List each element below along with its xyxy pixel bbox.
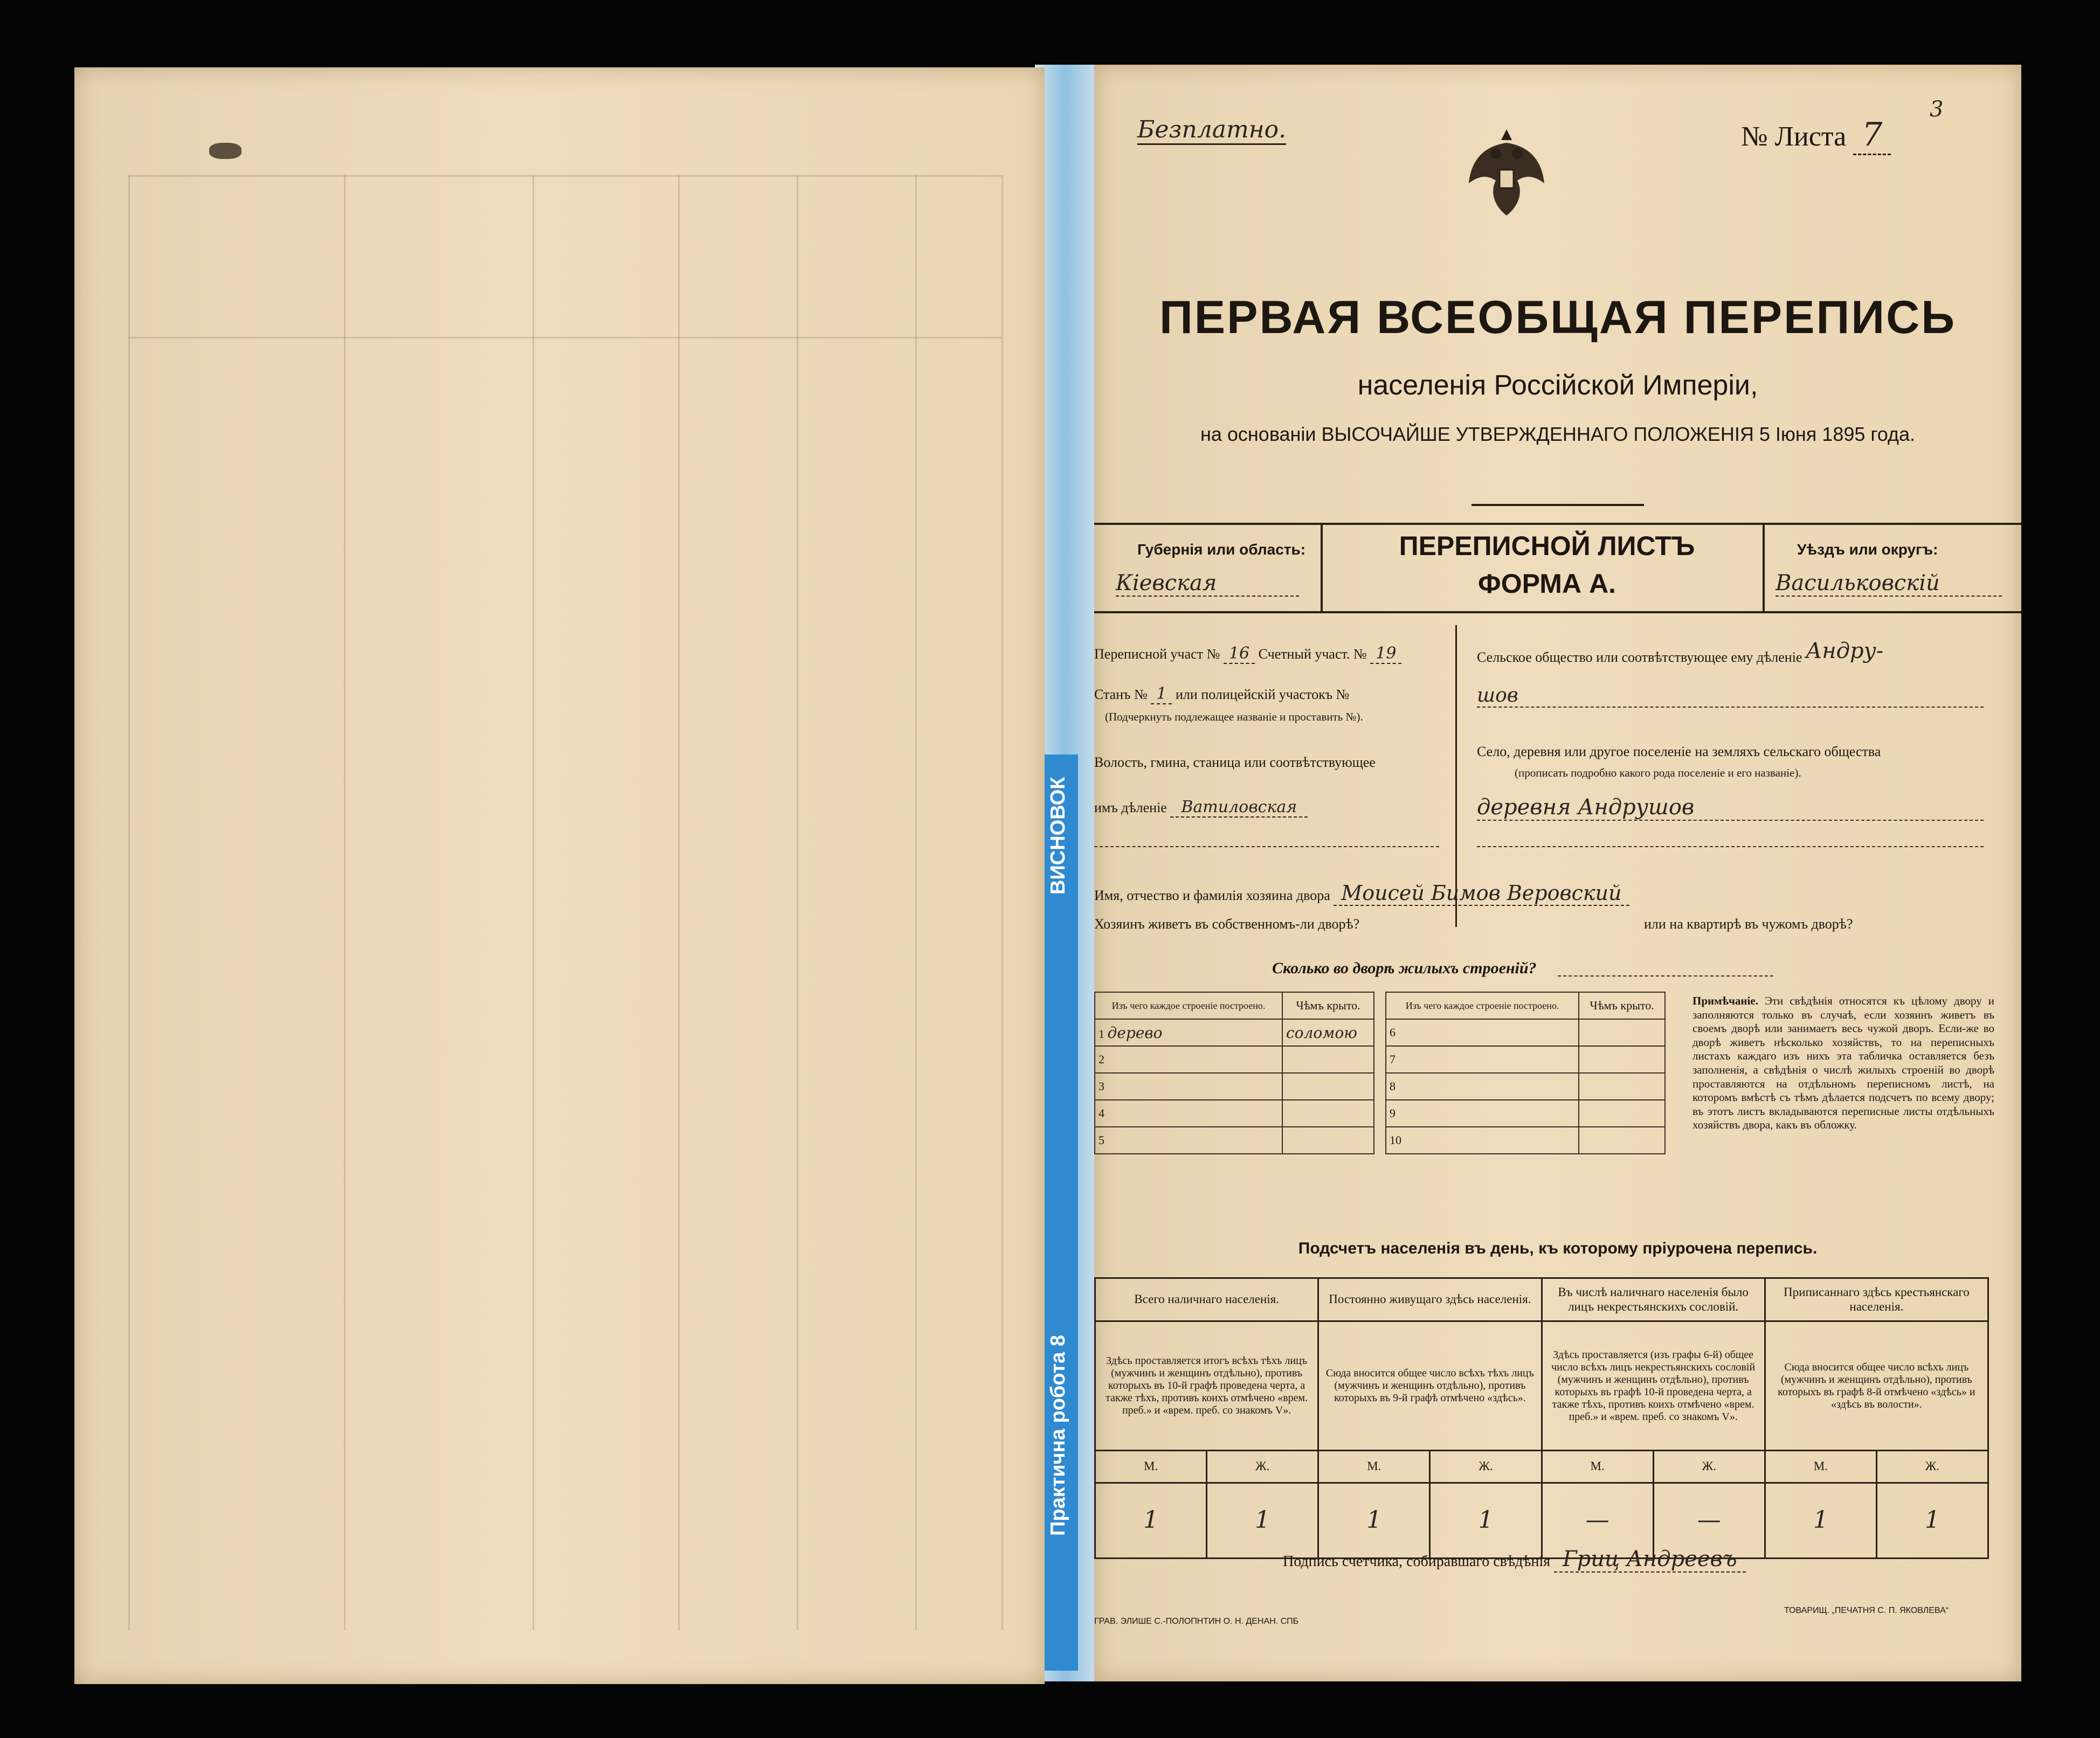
owner-field: [1094, 881, 1629, 905]
material-header: Изъ чего каждое строеніе построено.: [1095, 992, 1282, 1019]
district-cell: [1763, 525, 2023, 611]
count-permanent-male: 1: [1318, 1483, 1430, 1559]
form-label: ФОРМА А.: [1478, 569, 1616, 599]
printer-imprint-left: ГРАВ. ЭЛИШЕ С.-ПОЛОПНТИН О. Н. ДЕНАН. СПБ: [1094, 1617, 1299, 1626]
buildings-answer-line: [1558, 975, 1773, 977]
male-header: М.: [1765, 1451, 1876, 1483]
roof-value: соломою: [1282, 1019, 1374, 1046]
male-header: М.: [1542, 1451, 1653, 1483]
stan-value: 1: [1151, 684, 1172, 704]
building-row: [1386, 1046, 1665, 1073]
province-label: Губернія или область:: [1137, 541, 1306, 558]
signature-label: Подпись счетчика, собиравшаго свѣдѣнія: [1283, 1553, 1551, 1570]
buildings-question: Сколько во дворѣ жилыхъ строеній?: [1272, 959, 1537, 977]
female-header: Ж.: [1430, 1451, 1542, 1483]
building-row: [1095, 1046, 1374, 1073]
settlement-note: (прописать подробно какого рода поселеніе и его названіе).: [1515, 766, 1801, 779]
imperial-eagle-icon: [1466, 124, 1547, 221]
form-main-title: ПЕРВАЯ ВСЕОБЩАЯ ПЕРЕПИСЬ: [1159, 292, 1957, 343]
material-value: дерево: [1107, 1023, 1163, 1042]
left-page: [74, 67, 1045, 1684]
roof-header: Чѣмъ крыто.: [1579, 992, 1665, 1019]
material-header: Изъ чего каждое строеніе построено.: [1386, 992, 1579, 1019]
row-number: 6: [1386, 1019, 1579, 1046]
note-text: Эти свѣдѣнія относятся къ цѣлому двору и заполняются только въ случаѣ, если хозяинъ живетъ въ своемъ дворѣ или занимаетъ весь чужой дворъ. Если-же во дворѣ живетъ нѣсколько хозяйствъ, то на переписныхъ листахъ каждаго изъ нихъ эта табличка оставляется безъ заполненія, а свѣдѣнія о числѣ жилыхъ строеній во дворѣ проставляются на отдѣльномъ переписномъ листѣ, на которомъ вмѣстѣ съ тѣмъ дѣлается подсчетъ по всему двору; въ этотъ листъ вкладываются переписные листы отдѣльныхъ хозяйствъ двора, какъ въ обложку.: [1693, 994, 1995, 1132]
count-permanent-female: 1: [1430, 1483, 1542, 1559]
ghost-grid-line: [1001, 175, 1003, 1630]
count-total-female: 1: [1207, 1483, 1318, 1559]
census-district-label: Переписной участ №: [1094, 646, 1220, 662]
count-head-peasant: Приписаннаго здѣсь крестьянскаго населенія.: [1765, 1278, 1988, 1321]
count-total-male: 1: [1095, 1483, 1207, 1559]
society-label: Сельское общество или соотвѣтствующее ему дѣленіе: [1477, 649, 1802, 665]
owner-label: Имя, отчество и фамилія хозяина двора: [1094, 888, 1330, 903]
ghost-grid-line: [915, 175, 917, 1630]
count-head-total: Всего наличнаго населенія.: [1095, 1278, 1318, 1321]
corner-number: 3: [1930, 97, 1944, 122]
society-value-cont: шов: [1477, 684, 1984, 708]
building-row: [1386, 1019, 1665, 1046]
province-cell: [1094, 525, 1323, 611]
district-value: Васильковскій: [1776, 571, 2002, 597]
printer-imprint-right: ТОВАРИЩ. „ПЕЧАТНЯ С. П. ЯКОВЛЕВА“: [1784, 1606, 1949, 1615]
female-header: Ж.: [1207, 1451, 1318, 1483]
female-header: Ж.: [1876, 1451, 1988, 1483]
building-row: [1095, 1019, 1374, 1046]
volost-label-2: имъ дѣленіе: [1094, 800, 1167, 815]
rented-label: или на квартирѣ въ чужомъ дворѣ?: [1644, 916, 1853, 932]
census-district-field: [1094, 644, 1401, 663]
count-peasant-female: 1: [1876, 1483, 1988, 1559]
count-head-non-peasant: Въ числѣ наличнаго населенія было лицъ некрестьянскихъ сословій.: [1542, 1278, 1765, 1321]
count-non-peasant-male: —: [1542, 1483, 1653, 1559]
settlement-value: деревня Андрушов: [1477, 795, 1984, 821]
row-number: 3: [1095, 1073, 1282, 1100]
row-number: 1: [1099, 1027, 1104, 1041]
count-head-permanent: Постоянно живущаго здѣсь населенія.: [1318, 1278, 1542, 1321]
ink-blot: [209, 143, 241, 159]
ghost-grid-line: [533, 175, 534, 1630]
stan-field: [1094, 684, 1349, 703]
count-desc-non-peasant: Здѣсь проставляется (изъ графы 6-й) общее число всѣхъ лицъ некрестьянскихъ сословій (мужчинъ и женщинъ отдѣльно), противъ которыхъ въ графѣ 10-й проведена черта, а также тѣхъ, противъ коихъ отмѣчено «врем. преб.» и «врем. преб. со знакомъ V».: [1542, 1321, 1765, 1451]
building-row: [1386, 1073, 1665, 1100]
form-subtitle: населенія Россійской Имперіи,: [1357, 370, 1758, 401]
sheet-number-value: 7: [1853, 116, 1891, 155]
count-peasant-male: 1: [1765, 1483, 1876, 1559]
strip-label-practical: Практична робота 8: [1047, 1335, 1069, 1536]
row-number: 2: [1095, 1046, 1282, 1073]
row-number: 5: [1095, 1127, 1282, 1154]
building-row: [1095, 1127, 1374, 1154]
underline-note: (Подчеркнуть подлежащее названіе и проставить №).: [1105, 710, 1363, 723]
ghost-grid-line: [128, 175, 130, 1630]
province-value: Кіевская: [1116, 571, 1299, 597]
buildings-table-right: [1385, 992, 1666, 1154]
count-non-peasant-female: —: [1653, 1483, 1765, 1559]
signature-value: Гриц Андреевъ: [1554, 1547, 1745, 1573]
count-title: Подсчетъ населенія въ день, къ которому пріурочена перепись.: [1298, 1240, 1818, 1257]
count-desc-permanent: Сюда вносится общее число всѣхъ тѣхъ лицъ (мужчинъ и женщинъ отдѣльно), противъ которыхъ въ 9-й графѣ отмѣчено «здѣсь».: [1318, 1321, 1542, 1451]
blank-line: [1477, 846, 1984, 847]
volost-label: Волость, гмина, станица или соотвѣтствующее: [1094, 754, 1376, 770]
ghost-grid-line: [678, 175, 680, 1630]
blank-line: [1094, 846, 1439, 847]
building-row: [1095, 1100, 1374, 1127]
buildings-table-left: [1094, 992, 1374, 1154]
ghost-grid-line: [128, 175, 1001, 177]
census-district-value: 16: [1224, 644, 1255, 664]
strip-label-conclusion: ВИСНОВОК: [1047, 777, 1069, 895]
district-label: Уѣздъ или округъ:: [1797, 541, 1938, 558]
count-desc-total: Здѣсь проставляется итогъ всѣхъ тѣхъ лицъ (мужчинъ и женщинъ отдѣльно), противъ которыхъ въ 10-й графѣ проведена черта, а также тѣхъ, противъ коихъ отмѣчено «врем. преб.» и «врем. преб. со знакомъ V».: [1095, 1321, 1318, 1451]
row-number: 8: [1386, 1073, 1579, 1100]
note-title: Примѣчаніе.: [1693, 994, 1758, 1007]
population-count-table: [1094, 1277, 1989, 1559]
form-header-box: [1094, 523, 2021, 613]
row-number: 10: [1386, 1127, 1579, 1154]
building-row: [1386, 1127, 1665, 1154]
ghost-grid-line: [344, 175, 346, 1630]
police-label: или полицейскій участокъ №: [1175, 687, 1350, 702]
settlement-label: Село, деревня или другое поселеніе на земляхъ сельскаго общества: [1477, 744, 1881, 759]
female-header: Ж.: [1653, 1451, 1765, 1483]
sheet-title: ПЕРЕПИСНОЙ ЛИСТЪ: [1399, 531, 1695, 561]
note-block: [1693, 994, 1994, 1132]
sheet-number: [1741, 116, 1891, 154]
ghost-grid-line: [128, 337, 1001, 338]
ghost-grid-line: [797, 175, 798, 1630]
free-label: Безплатно.: [1137, 116, 1286, 145]
owner-value: Моисей Бимов Веровский: [1334, 881, 1629, 906]
ornament-divider: [1472, 504, 1644, 506]
male-header: М.: [1095, 1451, 1207, 1483]
building-row: [1386, 1100, 1665, 1127]
count-desc-peasant: Сюда вносится общее число всѣхъ лицъ (мужчинъ и женщинъ отдѣльно), противъ которыхъ въ графѣ 8-й отмѣчено «здѣсь» и «здѣсь въ волости».: [1765, 1321, 1988, 1451]
row-number: 9: [1386, 1100, 1579, 1127]
counting-district-value: 19: [1370, 644, 1401, 664]
row-number: 7: [1386, 1046, 1579, 1073]
roof-header: Чѣмъ крыто.: [1282, 992, 1374, 1019]
building-row: [1095, 1073, 1374, 1100]
volost-value: Ватиловская: [1170, 798, 1308, 818]
volost-field: [1094, 798, 1308, 816]
society-value: Андру-: [1806, 639, 1884, 663]
owner-lives-label: Хозяинъ живетъ въ собственномъ-ли дворѣ?: [1094, 916, 1360, 932]
row-number: 4: [1095, 1100, 1282, 1127]
sheet-number-label: № Листа: [1741, 121, 1847, 152]
stan-label: Станъ №: [1094, 687, 1148, 702]
counting-district-label: Счетный участ. №: [1258, 646, 1367, 662]
form-basis: на основаніи ВЫСОЧАЙШЕ УТВЕРЖДЕННАГО ПОЛОЖЕНІЯ 5 Іюня 1895 года.: [1200, 423, 1915, 445]
signature-field: [1283, 1547, 1746, 1571]
blue-insert-strip: [1040, 754, 1078, 1671]
male-header: М.: [1318, 1451, 1430, 1483]
census-form-page: [1094, 65, 2021, 1681]
